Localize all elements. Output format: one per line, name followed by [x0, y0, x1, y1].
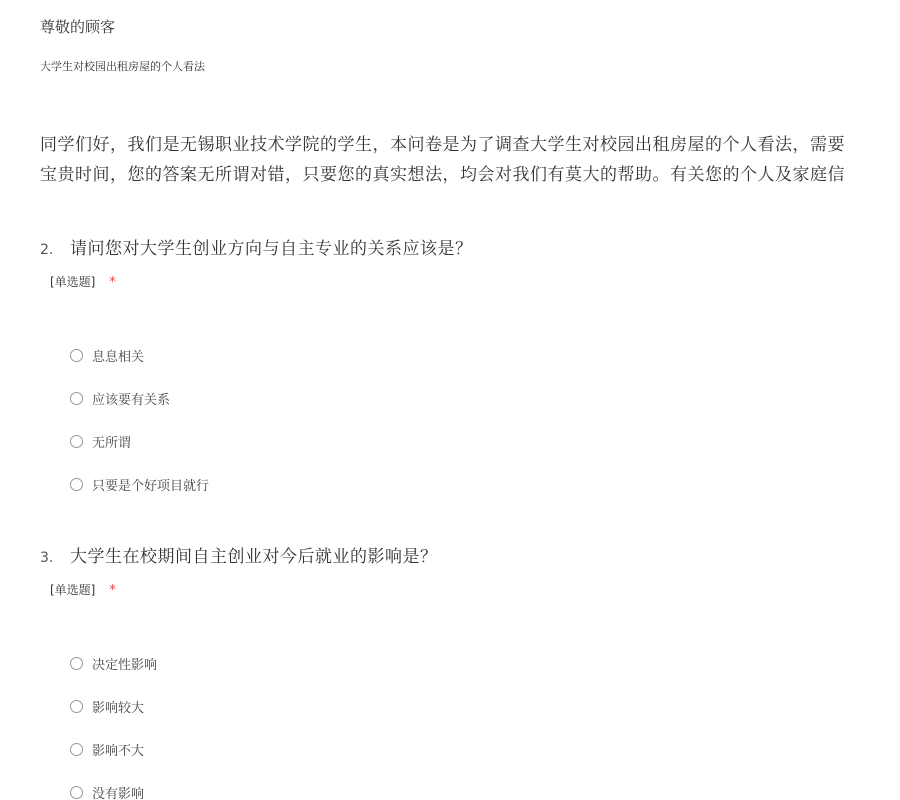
survey-subtitle: 大学生对校园出租房屋的个人看法: [40, 60, 205, 73]
question-text: 大学生在校期间自主创业对今后就业的影响是？: [70, 547, 438, 567]
option-label: 影响不大: [92, 744, 145, 759]
option-q3-3[interactable]: [70, 728, 900, 771]
question-title: [40, 542, 900, 567]
option-q2-2[interactable]: [70, 377, 900, 420]
question-title: [40, 234, 900, 259]
question-2: [40, 234, 900, 506]
intro-line-2: 宝贵时间，您的答案无所谓对错，只要您的真实想法，均会对我们有莫大的帮助。有关您的个人及家庭信: [40, 165, 845, 185]
radio-button[interactable]: [70, 743, 83, 756]
option-label: 影响较大: [92, 701, 145, 716]
option-q3-4[interactable]: [70, 771, 900, 800]
radio-button[interactable]: [70, 700, 83, 713]
options-list: [70, 642, 900, 800]
option-q2-4[interactable]: [70, 463, 900, 506]
survey-intro: [40, 130, 900, 190]
required-marker: *: [109, 583, 116, 598]
radio-button[interactable]: [70, 478, 83, 491]
radio-button[interactable]: [70, 392, 83, 405]
option-label: 决定性影响: [92, 658, 158, 673]
question-type-label: [单选题]: [50, 583, 96, 597]
option-q2-1[interactable]: [70, 334, 900, 377]
option-label: 应该要有关系: [92, 393, 171, 408]
radio-button[interactable]: [70, 657, 83, 670]
question-number: 3.: [40, 550, 54, 566]
question-text: 请问您对大学生创业方向与自主专业的关系应该是？: [70, 239, 473, 259]
option-q2-3[interactable]: [70, 420, 900, 463]
question-type: [50, 581, 900, 598]
option-q3-1[interactable]: [70, 642, 900, 685]
option-label: 只要是个好项目就行: [92, 479, 210, 494]
question-type: [50, 273, 900, 290]
option-label: 息息相关: [92, 350, 145, 365]
options-list: [70, 334, 900, 506]
radio-button[interactable]: [70, 435, 83, 448]
option-label: 无所谓: [92, 436, 132, 451]
question-3: [40, 542, 900, 800]
option-q3-2[interactable]: [70, 685, 900, 728]
radio-button[interactable]: [70, 349, 83, 362]
question-type-label: [单选题]: [50, 275, 96, 289]
question-number: 2.: [40, 242, 54, 258]
required-marker: *: [109, 275, 116, 290]
radio-button[interactable]: [70, 786, 83, 799]
option-label: 没有影响: [92, 787, 145, 800]
greeting-text: 尊敬的顾客: [40, 18, 116, 36]
intro-line-1: 同学们好，我们是无锡职业技术学院的学生，本问卷是为了调查大学生对校园出租房屋的个人看法，需要: [40, 135, 845, 155]
